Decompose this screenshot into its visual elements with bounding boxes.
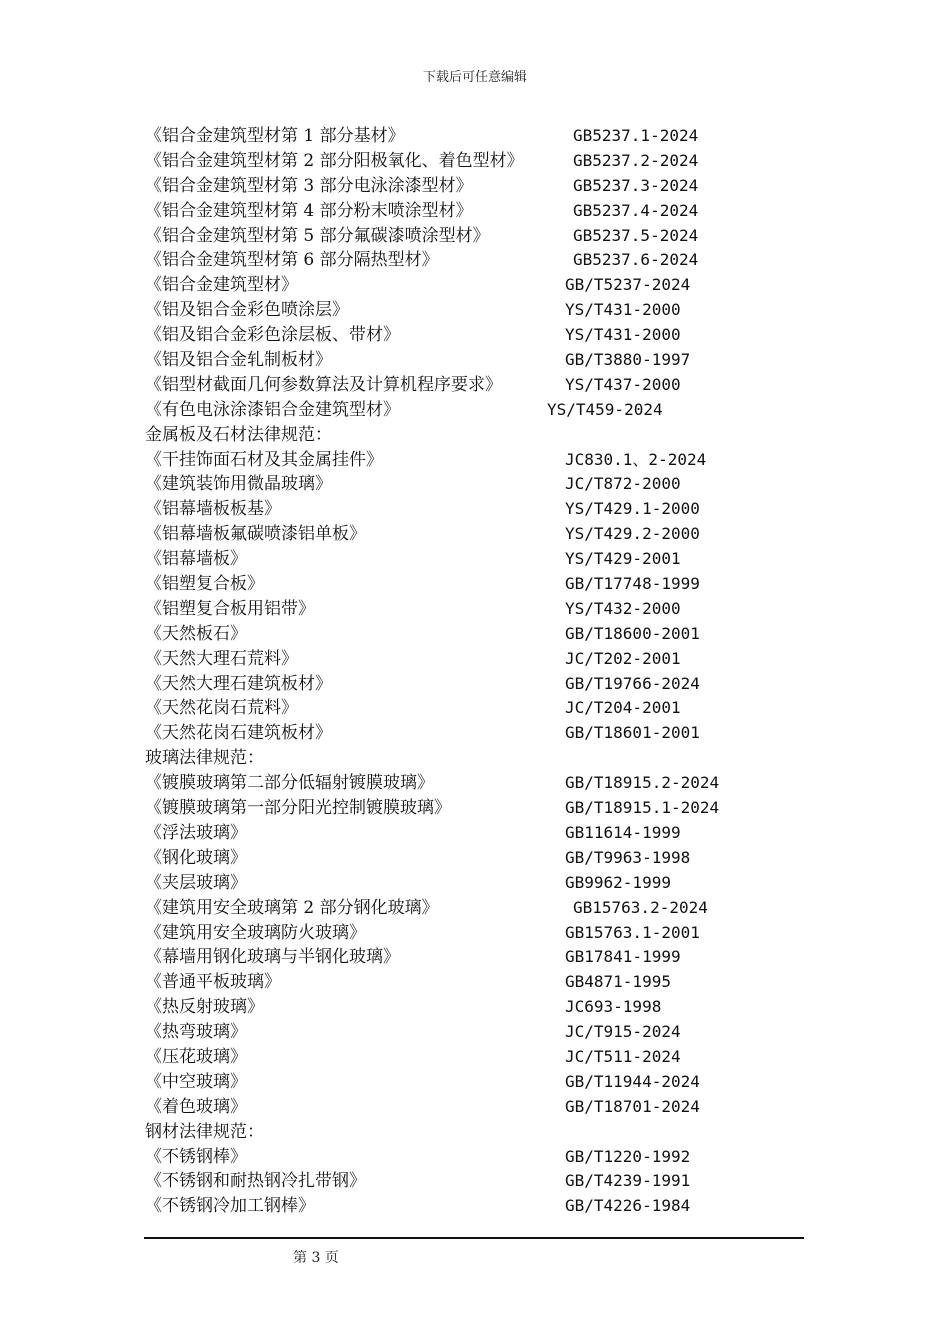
standard-row <box>0 696 950 721</box>
standard-row <box>0 1045 950 1070</box>
section-heading <box>0 1120 950 1145</box>
page-header: 下载后可任意编辑 <box>422 70 527 85</box>
standard-code: GB/T19766-2024 <box>565 673 700 693</box>
standard-row <box>0 522 950 547</box>
standard-row <box>0 497 950 522</box>
standard-title: 《铝幕墙板氟碳喷漆铝单板》 <box>145 524 366 545</box>
standard-code: GB/T17748-1999 <box>565 574 700 594</box>
section-heading <box>0 746 950 771</box>
standard-row <box>0 248 950 273</box>
section-heading-text: 钢材法律规范： <box>145 1121 264 1142</box>
standard-code: JC/T202-2001 <box>565 648 681 668</box>
standard-code: GB/T11944-2024 <box>565 1071 700 1091</box>
standard-code: JC/T511-2024 <box>565 1046 681 1066</box>
standard-title: 《铝型材截面几何参数算法及计算机程序要求》 <box>145 374 502 395</box>
standard-code: YS/T437-2000 <box>565 374 681 394</box>
standard-title: 《钢化玻璃》 <box>145 847 247 868</box>
standard-code: JC693-1998 <box>565 997 662 1017</box>
standard-title: 《幕墙用钢化玻璃与半钢化玻璃》 <box>145 947 400 968</box>
standard-row <box>0 1145 950 1170</box>
page-number: 第 3 页 <box>293 1250 339 1266</box>
standard-row <box>0 1169 950 1194</box>
standard-title: 《热反射玻璃》 <box>145 997 264 1018</box>
standard-title: 《天然大理石荒料》 <box>145 648 298 669</box>
standard-row <box>0 970 950 995</box>
standard-row <box>0 821 950 846</box>
standard-row <box>0 995 950 1020</box>
standard-title: 《天然花岗石荒料》 <box>145 698 298 719</box>
standard-title: 《镀膜玻璃第二部分低辐射镀膜玻璃》 <box>145 773 434 794</box>
standard-title: 《不锈钢棒》 <box>145 1146 247 1167</box>
standard-row <box>0 472 950 497</box>
standard-row <box>0 174 950 199</box>
footer-divider <box>144 1237 804 1239</box>
standard-row <box>0 721 950 746</box>
standard-row <box>0 871 950 896</box>
standard-code: GB17841-1999 <box>565 947 681 967</box>
standard-title: 《天然大理石建筑板材》 <box>145 673 332 694</box>
standard-code: GB5237.4-2024 <box>573 200 699 220</box>
standard-row <box>0 398 950 423</box>
standard-row <box>0 647 950 672</box>
standard-row <box>0 796 950 821</box>
standard-code: GB/T4239-1991 <box>565 1171 691 1191</box>
standard-code: GB15763.1-2001 <box>565 922 700 942</box>
standard-row <box>0 373 950 398</box>
standard-row <box>0 224 950 249</box>
standard-code: GB/T18601-2001 <box>565 723 700 743</box>
standard-title: 《夹层玻璃》 <box>145 872 247 893</box>
standard-row <box>0 149 950 174</box>
standard-code: GB5237.3-2024 <box>573 175 699 195</box>
standard-title: 《铝及铝合金彩色涂层板、带材》 <box>145 325 400 346</box>
standard-row <box>0 771 950 796</box>
standard-row <box>0 846 950 871</box>
standard-title: 《铝幕墙板》 <box>145 549 247 570</box>
standard-code: GB/T5237-2024 <box>565 275 691 295</box>
standard-code: GB15763.2-2024 <box>573 897 708 917</box>
standard-row <box>0 896 950 921</box>
standard-title: 《不锈钢冷加工钢棒》 <box>145 1196 315 1217</box>
standard-code: GB/T1220-1992 <box>565 1146 691 1166</box>
standard-code: GB11614-1999 <box>565 822 681 842</box>
standard-title: 《铝合金建筑型材第 4 部分粉末喷涂型材》 <box>145 200 473 221</box>
standard-row <box>0 547 950 572</box>
section-heading <box>0 423 950 448</box>
standard-title: 《天然板石》 <box>145 623 247 644</box>
standard-code: GB/T4226-1984 <box>565 1196 691 1216</box>
standard-title: 《建筑装饰用微晶玻璃》 <box>145 474 332 495</box>
standard-row <box>0 1070 950 1095</box>
standard-code: YS/T429.1-2000 <box>565 499 700 519</box>
standard-row <box>0 323 950 348</box>
standard-title: 《普通平板玻璃》 <box>145 972 281 993</box>
standard-code: GB5237.5-2024 <box>573 225 699 245</box>
standard-title: 《建筑用安全玻璃防火玻璃》 <box>145 922 366 943</box>
standard-title: 《浮法玻璃》 <box>145 822 247 843</box>
standard-row <box>0 945 950 970</box>
standard-code: JC830.1、2-2024 <box>565 449 707 469</box>
section-heading-text: 玻璃法律规范： <box>145 748 264 769</box>
standards-list <box>0 124 950 1219</box>
standard-title: 《有色电泳涂漆铝合金建筑型材》 <box>145 399 400 420</box>
standard-title: 《干挂饰面石材及其金属挂件》 <box>145 449 383 470</box>
standard-row <box>0 448 950 473</box>
standard-title: 《铝合金建筑型材第 3 部分电泳涂漆型材》 <box>145 175 473 196</box>
standard-title: 《铝塑复合板》 <box>145 574 264 595</box>
standard-code: YS/T429-2001 <box>565 549 681 569</box>
standard-row <box>0 597 950 622</box>
standard-row <box>0 1095 950 1120</box>
standard-code: GB/T18701-2024 <box>565 1096 700 1116</box>
standard-row <box>0 572 950 597</box>
standard-row <box>0 199 950 224</box>
standard-row <box>0 273 950 298</box>
standard-row <box>0 124 950 149</box>
standard-title: 《不锈钢和耐热钢冷扎带钢》 <box>145 1171 366 1192</box>
standard-title: 《铝合金建筑型材第 6 部分隔热型材》 <box>145 250 439 271</box>
standard-row <box>0 622 950 647</box>
standard-code: GB4871-1995 <box>565 972 671 992</box>
standard-row <box>0 672 950 697</box>
standard-code: GB/T18915.2-2024 <box>565 773 720 793</box>
standard-code: YS/T459-2024 <box>547 399 663 419</box>
standard-title: 《镀膜玻璃第一部分阳光控制镀膜玻璃》 <box>145 798 451 819</box>
standard-code: YS/T432-2000 <box>565 598 681 618</box>
standard-title: 《铝合金建筑型材第 2 部分阳极氧化、着色型材》 <box>145 150 524 171</box>
standard-code: GB5237.6-2024 <box>573 250 699 270</box>
standard-title: 《天然花岗石建筑板材》 <box>145 723 332 744</box>
standard-title: 《铝及铝合金轧制板材》 <box>145 350 332 371</box>
section-heading-text: 金属板及石材法律规范： <box>145 424 332 445</box>
standard-code: GB/T3880-1997 <box>565 350 691 370</box>
standard-code: JC/T204-2001 <box>565 698 681 718</box>
standard-code: YS/T431-2000 <box>565 300 681 320</box>
standard-title: 《铝幕墙板板基》 <box>145 499 281 520</box>
standard-title: 《着色玻璃》 <box>145 1096 247 1117</box>
standard-title: 《热弯玻璃》 <box>145 1022 247 1043</box>
standard-code: GB/T9963-1998 <box>565 847 691 867</box>
standard-code: JC/T915-2024 <box>565 1022 681 1042</box>
standard-title: 《铝及铝合金彩色喷涂层》 <box>145 300 349 321</box>
standard-title: 《建筑用安全玻璃第 2 部分钢化玻璃》 <box>145 897 439 918</box>
standard-row <box>0 1194 950 1219</box>
standard-code: GB5237.1-2024 <box>573 126 699 145</box>
standard-code: GB9962-1999 <box>565 872 671 892</box>
standard-code: YS/T429.2-2000 <box>565 524 700 544</box>
standard-title: 《中空玻璃》 <box>145 1071 247 1092</box>
standard-row <box>0 348 950 373</box>
standard-title: 《铝塑复合板用铝带》 <box>145 598 315 619</box>
standard-row <box>0 1020 950 1045</box>
standard-title: 《压花玻璃》 <box>145 1046 247 1067</box>
standard-title: 《铝合金建筑型材》 <box>145 275 298 296</box>
standard-code: YS/T431-2000 <box>565 325 681 345</box>
standard-title: 《铝合金建筑型材第 5 部分氟碳漆喷涂型材》 <box>145 225 490 246</box>
standard-code: JC/T872-2000 <box>565 474 681 494</box>
standard-row <box>0 298 950 323</box>
standard-code: GB5237.2-2024 <box>573 150 699 170</box>
standard-title: 《铝合金建筑型材第 1 部分基材》 <box>145 126 405 146</box>
standard-row <box>0 921 950 946</box>
standard-code: GB/T18600-2001 <box>565 623 700 643</box>
standard-code: GB/T18915.1-2024 <box>565 798 720 818</box>
